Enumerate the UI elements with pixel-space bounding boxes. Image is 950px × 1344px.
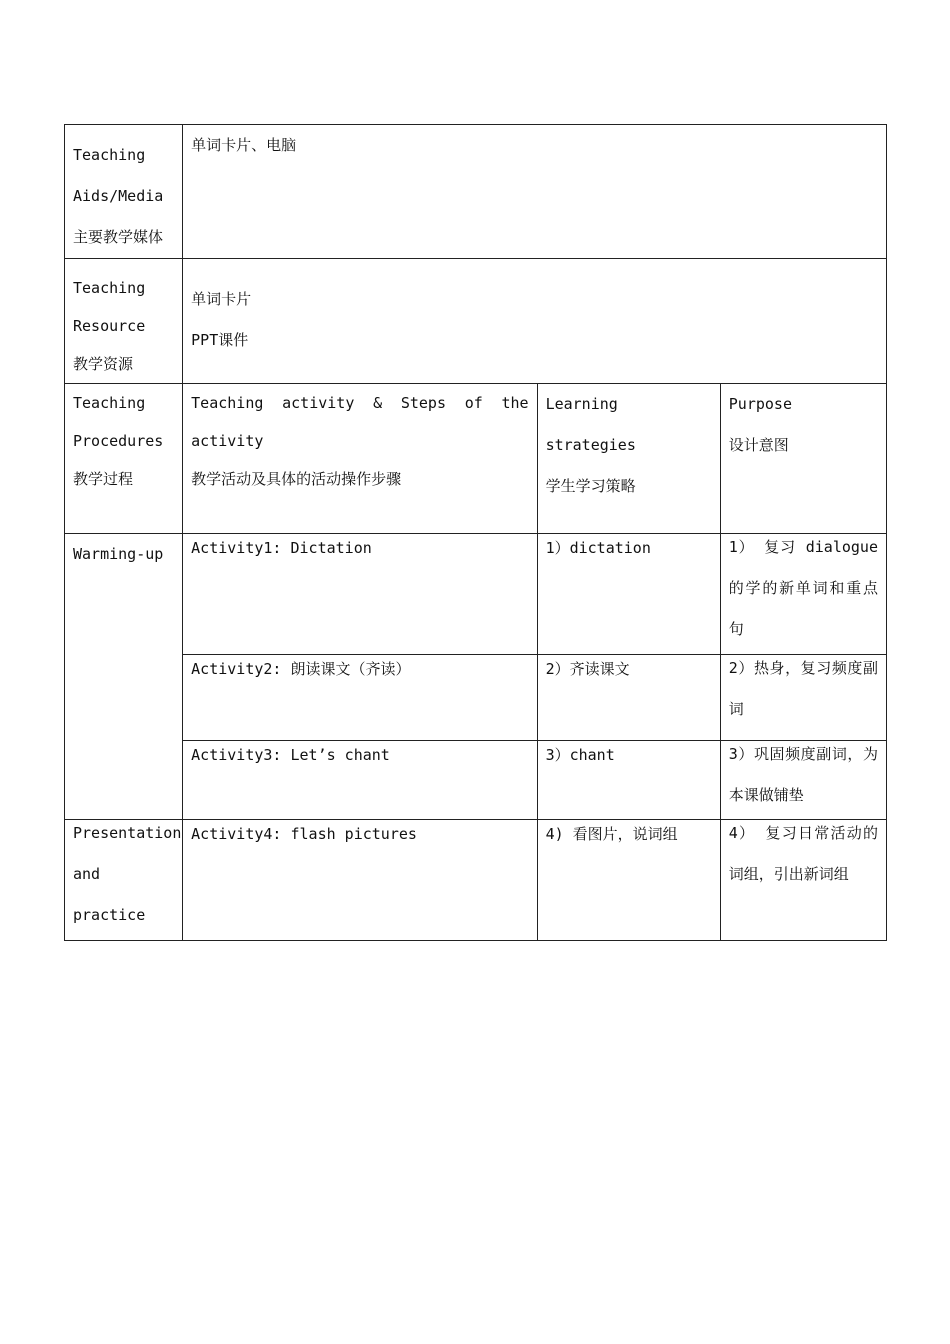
strategies-header-line-1: Learning strategies (545, 395, 636, 454)
presentation-label-cell (65, 820, 183, 941)
strategy-2-cell (537, 655, 720, 741)
activity-3-cell (183, 741, 537, 820)
procedures-header-row (65, 384, 887, 534)
warming-up-row-2 (65, 655, 887, 741)
activity-header-line-3: 教学活动及具体的活动操作步骤 (191, 470, 402, 488)
activity-1: Activity1: Dictation (191, 539, 372, 557)
resource-label-line-2: Resource (73, 317, 146, 335)
aids-row (65, 125, 887, 259)
purpose-header-line-1: Purpose (728, 395, 792, 413)
activity-1-cell (183, 534, 537, 655)
presentation-row (65, 820, 887, 941)
strategy-1-cell (537, 534, 720, 655)
aids-content: 单词卡片、电脑 (191, 136, 297, 154)
purpose-1: 1） 复习 dialogue 的学的新单词和重点句 (728, 538, 878, 638)
purpose-3-cell (720, 741, 886, 820)
presentation-label-line-1: Presentation (73, 824, 182, 842)
strategy-3: 3）chant (545, 746, 615, 764)
purpose-2-cell (720, 655, 886, 741)
aids-label-cell (65, 125, 183, 259)
warming-up-label: Warming-up (73, 545, 164, 563)
strategies-header-line-2: 学生学习策略 (545, 477, 636, 495)
procedures-label-line-1: Teaching (73, 394, 146, 412)
resource-content-line-1: 单词卡片 (191, 290, 252, 308)
aids-label-line-1: Teaching (73, 146, 146, 164)
procedures-label-line-3: 教学过程 (73, 470, 134, 488)
aids-label-line-3: 主要教学媒体 (73, 228, 164, 246)
strategy-4-cell (537, 820, 720, 941)
purpose-header-cell (720, 384, 886, 534)
resource-label-cell (65, 259, 183, 384)
resource-label-line-1: Teaching (73, 279, 146, 297)
resource-row (65, 259, 887, 384)
warming-up-row-1 (65, 534, 887, 655)
procedures-label-line-2: Procedures (73, 432, 164, 450)
strategies-header-cell (537, 384, 720, 534)
purpose-1-cell (720, 534, 886, 655)
purpose-header-line-2: 设计意图 (728, 436, 789, 454)
activity-header-line-1: Teaching activity & Steps of the (191, 394, 529, 412)
purpose-2: 2）热身，复习频度副词 (728, 659, 878, 718)
warming-up-row-3 (65, 741, 887, 820)
purpose-4: 4） 复习日常活动的词组，引出新词组 (728, 824, 878, 883)
activity-2-cell (183, 655, 537, 741)
strategy-4: 4) 看图片，说词组 (545, 825, 678, 843)
activity-4-cell (183, 820, 537, 941)
lesson-plan-table (64, 124, 887, 941)
warming-up-label-cell (65, 534, 183, 820)
presentation-label-line-2: and practice (73, 865, 146, 924)
strategy-1: 1）dictation (545, 539, 651, 557)
activity-4: Activity4: flash pictures (191, 825, 417, 843)
purpose-3: 3）巩固频度副词，为本课做铺垫 (728, 745, 878, 804)
activity-header-cell (183, 384, 537, 534)
resource-label-line-3: 教学资源 (73, 355, 134, 373)
resource-content-line-2: PPT课件 (191, 331, 249, 349)
resource-content-cell (183, 259, 887, 384)
strategy-3-cell (537, 741, 720, 820)
activity-2: Activity2: 朗读课文（齐读） (191, 660, 411, 678)
aids-label-line-2: Aids/Media (73, 187, 164, 205)
strategy-2: 2）齐读课文 (545, 660, 630, 678)
activity-3: Activity3: Let’s chant (191, 746, 390, 764)
procedures-label-cell (65, 384, 183, 534)
aids-content-cell (183, 125, 887, 259)
activity-header-line-2: activity (191, 432, 264, 450)
purpose-4-cell (720, 820, 886, 941)
